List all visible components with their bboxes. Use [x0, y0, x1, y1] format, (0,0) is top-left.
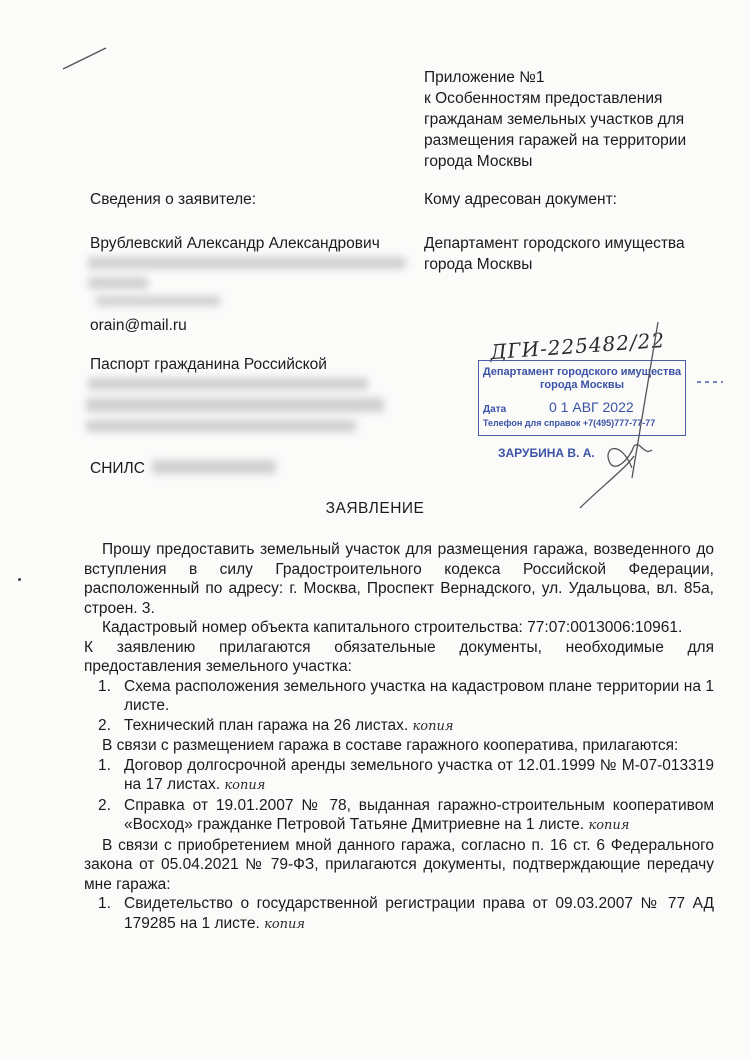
applicant-passport: Паспорт гражданина Российской [90, 356, 327, 373]
list-item-number: 2. [98, 796, 111, 814]
list-item-text-content: Договор долгосрочной аренды земельного участка от 12.01.1999 № М-07-013319 на 17 листах. [124, 756, 714, 793]
stamp-org-line: города Москвы [539, 379, 625, 391]
applicant-email: orain@mail.ru [90, 317, 187, 334]
list-item [84, 677, 714, 716]
stamp-date-label: Дата [483, 404, 507, 415]
addressee-label: Кому адресован документ: [424, 191, 617, 208]
header-line: города Москвы [424, 153, 533, 170]
redacted-field [96, 296, 220, 306]
list-item-text-content: Справка от 19.01.2007 № 78, выданная гаражно-строительным кооперативом «Восход» гражданке Петровой Татьяне Дмитриевне на 1 листе. [124, 796, 714, 833]
dash-mark [695, 378, 725, 386]
registration-number: ДГИ-225482/22 [489, 327, 666, 365]
addressee-name [424, 233, 724, 275]
handwritten-note: копия [264, 916, 306, 932]
pen-mark [60, 44, 110, 74]
list-item-text-content: Технический план гаража на 26 листах. [124, 716, 409, 734]
addressee-line: города Москвы [424, 256, 533, 273]
stamp-officer: ЗАРУБИНА В. А. [498, 446, 595, 460]
list-item [84, 796, 714, 836]
list-item-text [124, 716, 714, 737]
list-item-text [124, 796, 714, 836]
stamp-phone: Телефон для справок +7(495)777-77-77 [483, 418, 656, 428]
paragraph: Кадастровый номер объекта капитального строительства: 77:07:0013006:10961. [102, 619, 683, 636]
list-item-number: 1. [98, 895, 111, 912]
document-body [84, 540, 714, 934]
handwritten-note: копия [412, 718, 454, 734]
paragraph: В связи с размещением гаража в составе гаражного кооператива, прилагаются: [102, 737, 679, 754]
list-item-text: Схема расположения земельного участка на кадастровом плане территории на 1 листе. [124, 677, 714, 714]
applicant-snils: СНИЛС [90, 460, 145, 477]
paragraph: Прошу предоставить земельный участок для размещения гаража, возведенного до вступления в силу Градостроительного кодекса Российской Федерации, расположенный по адресу: г. Москва, Проспект Вернадского, ул. Удальцова, вл. 85а, строен. 3. [84, 541, 714, 617]
document-title: ЗАЯВЛЕНИЕ [325, 500, 425, 517]
handwritten-note: копия [588, 818, 630, 833]
list-item-text [124, 894, 714, 934]
list-item-text-content: Свидетельство о государственной регистрации права от 09.03.2007 № 77 АД 179285 на 1 листе. [124, 895, 714, 932]
applicant-name: Врублевский Александр Александрович [90, 235, 380, 252]
redacted-field [86, 420, 356, 432]
applicant-label: Сведения о заявителе: [90, 191, 257, 208]
paragraph: В связи с приобретением мной данного гаража, согласно п. 16 ст. 6 Федерального закона от 05.04.2021 № 79-ФЗ, прилагаются документы, подтверждающие передачу мне гаража: [84, 836, 714, 893]
list-item-number: 1. [98, 677, 111, 695]
signature [540, 318, 690, 514]
margin-dot [18, 578, 21, 581]
redacted-field [88, 277, 148, 289]
handwritten-note: копия [224, 778, 266, 793]
list-item [84, 716, 714, 737]
redacted-field [88, 378, 368, 390]
list-item-number: 1. [98, 756, 111, 774]
header-line: гражданам земельных участков для [424, 111, 685, 128]
addressee-line: Департамент городского имущества [424, 235, 685, 252]
header-line: к Особенностям предоставления [424, 90, 663, 107]
redacted-field [86, 398, 384, 412]
stamp-org-line: Департамент городского имущества [482, 366, 682, 378]
redacted-field [152, 460, 276, 474]
list-item [84, 756, 714, 796]
header-line: размещения гаражей на территории [424, 132, 687, 149]
list-item-text [124, 756, 714, 796]
list-item-number: 2. [98, 716, 111, 734]
header-line: Приложение №1 [424, 69, 545, 86]
stamp-date: 0 1 АВГ 2022 [549, 399, 634, 415]
list-item [84, 894, 714, 934]
paragraph: К заявлению прилагаются обязательные документы, необходимые для предоставления земельного участка: [84, 638, 714, 675]
appendix-header [424, 67, 724, 172]
redacted-field [88, 257, 406, 269]
